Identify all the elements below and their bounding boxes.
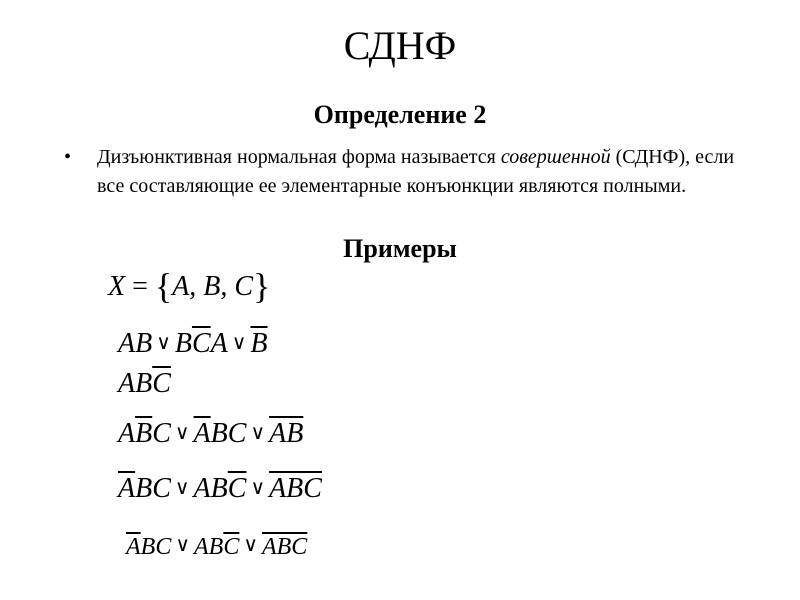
negated-term: $\overline{A}$ bbox=[118, 473, 136, 504]
formula-set-definition bbox=[108, 268, 270, 304]
disjunction-symbol: ∨ bbox=[250, 477, 266, 499]
set-elements: A, B, C bbox=[172, 271, 254, 302]
term: C bbox=[227, 418, 247, 449]
negated-term: $\overline{B}$ bbox=[250, 328, 268, 359]
disjunction-symbol: ∨ bbox=[231, 332, 247, 354]
definition-heading: Определение 2 bbox=[313, 100, 487, 129]
term: AB bbox=[193, 534, 224, 560]
disjunction-symbol: ∨ bbox=[243, 534, 258, 556]
set-variable: X bbox=[108, 271, 126, 302]
formula-example-5 bbox=[126, 535, 307, 559]
negated-term: $\overline{AB}$ bbox=[269, 418, 304, 449]
term: B bbox=[174, 328, 192, 359]
set-open-brace: { bbox=[154, 266, 173, 306]
term: AB bbox=[118, 368, 153, 399]
negated-term: $\overline{A}$ bbox=[126, 534, 141, 560]
disjunction-symbol: ∨ bbox=[156, 332, 171, 354]
formula-example-2 bbox=[118, 370, 171, 398]
term: A bbox=[210, 328, 228, 359]
negated-term: $\overline{C}$ bbox=[227, 473, 247, 504]
negated-term: $\overline{A}$ bbox=[193, 418, 211, 449]
formula-example-4 bbox=[118, 475, 322, 503]
disjunction-symbol: ∨ bbox=[250, 422, 266, 444]
definition-part1: Дизъюнктивная нормальная форма называется bbox=[97, 146, 501, 168]
definition-italic-term: совершенной bbox=[500, 146, 611, 168]
negated-term: $\overline{C}$ bbox=[152, 368, 171, 399]
examples-heading: Примеры bbox=[343, 234, 457, 263]
term: BC bbox=[140, 534, 172, 560]
term: B bbox=[210, 418, 228, 449]
bullet-marker: • bbox=[64, 146, 72, 168]
set-close-brace: } bbox=[253, 266, 271, 306]
negated-term: $\overline{C}$ bbox=[191, 328, 211, 359]
term: BC bbox=[135, 473, 171, 504]
term: AB bbox=[193, 473, 228, 504]
term: C bbox=[152, 418, 171, 449]
definition-text bbox=[97, 143, 737, 201]
formula-example-3 bbox=[118, 420, 303, 448]
slide-title: СДНФ bbox=[343, 23, 457, 68]
negated-term: $\overline{ABC}$ bbox=[269, 473, 322, 504]
definition-part2: (СДНФ), если все составляющие ее элементарные конъюнкции являются полными. bbox=[97, 146, 735, 197]
disjunction-symbol: ∨ bbox=[174, 477, 190, 499]
negated-term: $\overline{C}$ bbox=[223, 534, 240, 560]
negated-term: $\overline{B}$ bbox=[135, 418, 153, 449]
term: A bbox=[118, 418, 136, 449]
equals-sign: = bbox=[125, 271, 155, 302]
negated-term: $\overline{ABC}$ bbox=[261, 534, 308, 560]
term: AB bbox=[118, 328, 153, 359]
formula-example-1 bbox=[118, 330, 268, 358]
disjunction-symbol: ∨ bbox=[175, 534, 190, 556]
disjunction-symbol: ∨ bbox=[174, 422, 190, 444]
